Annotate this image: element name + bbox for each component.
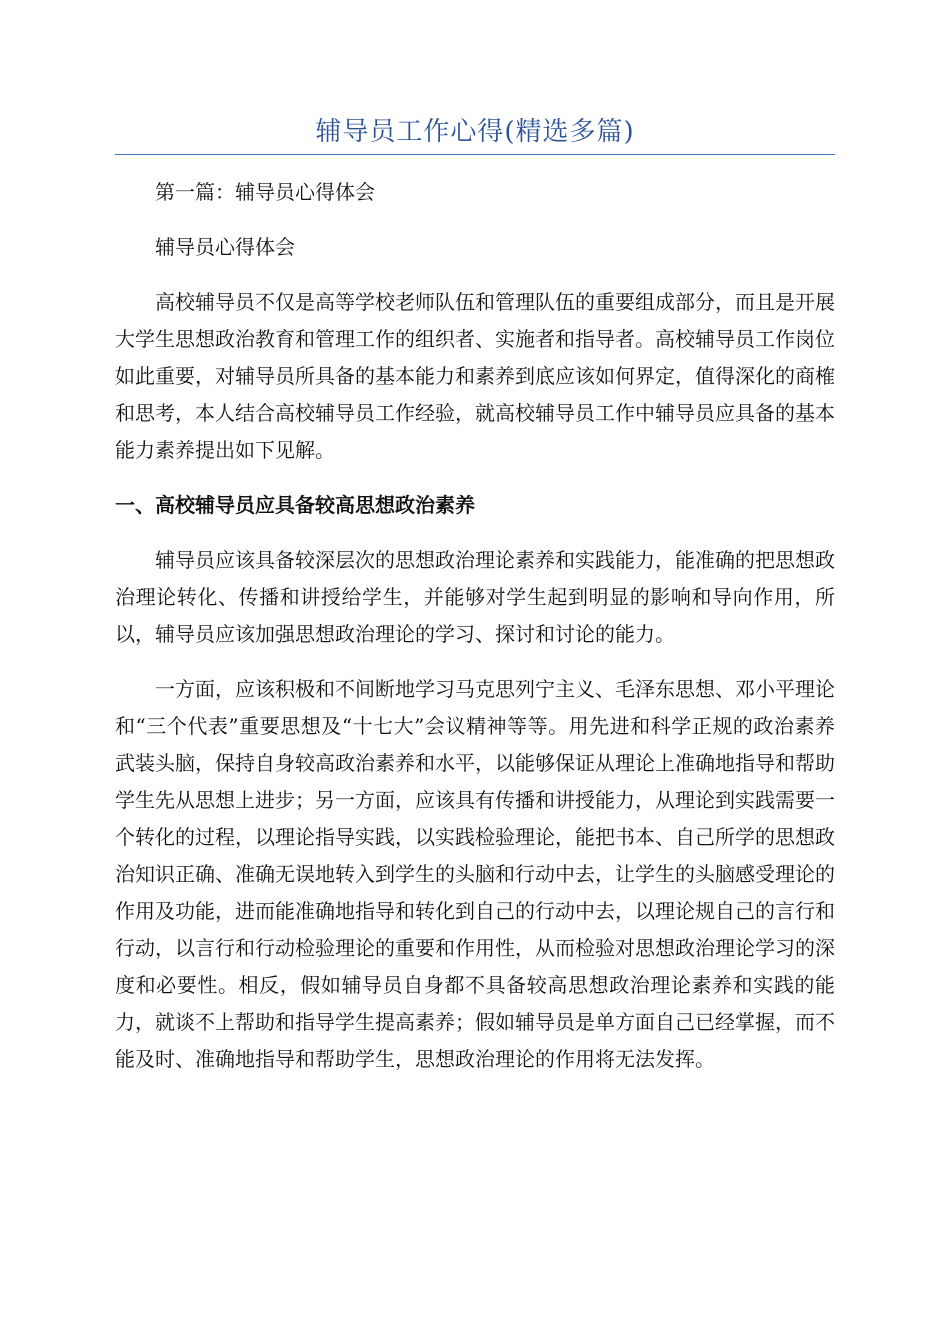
document-title: 辅导员工作心得(精选多篇) (315, 117, 635, 147)
intro-paragraph: 高校辅导员不仅是高等学校老师队伍和管理队伍的重要组成部分，而且是开展大学生思想政治教育和管理工作的组织者、实施者和指导者。高校辅导员工作岗位如此重要，对辅导员所具备的基本能力和素养到底应该如何界定，值得深化的商榷和思考，本人结合高校辅导员工作经验，就高校辅导员工作中辅导员应具备的基本能力素养提出如下见解。 (115, 290, 835, 462)
section-heading: 一、高校辅导员应具备较高思想政治素养 (115, 493, 475, 517)
body-paragraph-1: 辅导员应该具备较深层次的思想政治理论素养和实践能力，能准确的把思想政治理论转化、传播和讲授给学生，并能够对学生起到明显的影响和导向作用，所以，辅导员应该加强思想政治理论的学习、探讨和讨论的能力。 (115, 548, 835, 646)
body-paragraph-2: 一方面，应该积极和不间断地学习马克思列宁主义、毛泽东思想、邓小平理论和“三个代表”重要思想及“十七大”会议精神等等。用先进和科学正规的政治素养武装头脑，保持自身较高政治素养和水平，以能够保证从理论上准确地指导和帮助学生先从思想上进步；另一方面，应该具有传播和讲授能力，从理论到实践需要一个转化的过程，以理论指导实践，以实践检验理论，能把书本、自己所学的思想政治知识正确、准确无误地转入到学生的头脑和行动中去，让学生的头脑感受理论的作用及功能，进而能准确地指导和转化到自己的行动中去，以理论规自己的言行和行动，以言行和行动检验理论的重要和作用性，从而检验对思想政治理论学习的深度和必要性。相反，假如辅导员自身都不具备较高思想政治理论素养和实践的能力，就谈不上帮助和指导学生提高素养；假如辅导员是单方面自己已经掌握，而不能及时、准确地指导和帮助学生，思想政治理论的作用将无法发挥。 (115, 677, 835, 1071)
chapter-heading: 第一篇：辅导员心得体会 (155, 180, 375, 204)
title-underline (115, 154, 835, 155)
document-body (115, 174, 835, 1096)
section-subtitle: 辅导员心得体会 (155, 235, 295, 259)
